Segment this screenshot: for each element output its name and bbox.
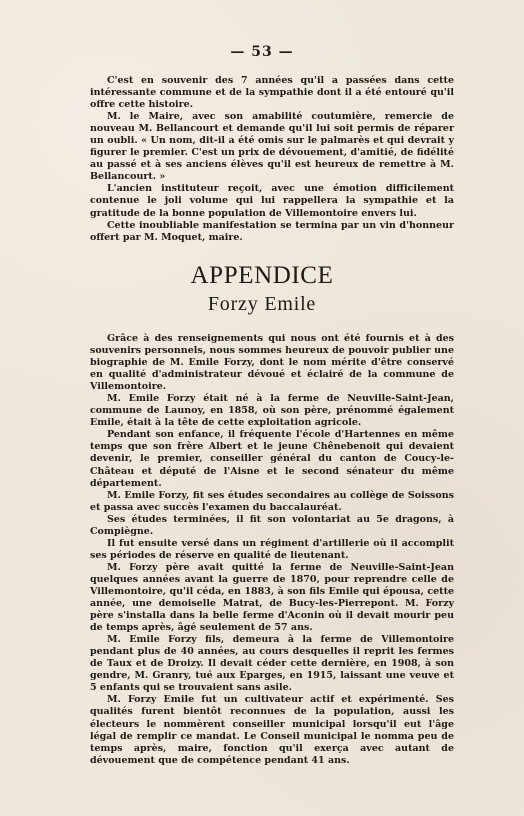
paragraph-biographie-intro: Grâce à des renseignements qui nous ont été fournis et à des souvenirs personnels, nous sommes heureux de pouvoir publier une biographie de M. Emile Forzy, dont le nom mérite d'être conservé en qualité d'administrateur dévoué et éclairé de la commune de Villemontoire. [90, 333, 454, 393]
paragraph-maire-remercie: M. le Maire, avec son amabilité coutumière, remercie de nouveau M. Bellancourt et demande qu'il lui soit permis de réparer un oubli. « Un nom, dit-il a été omis sur le palmarès et qui devrait y figurer le premier. C'est un prix de dévouement, d'amitié, de fidélité au passé et à ses anciens élèves qu'il est heureux de remettre à M. Bellancourt. » [90, 111, 454, 183]
paragraph-maire: M. Forzy Emile fut un cultivateur actif et expérimenté. Ses qualités furent bientôt reconnues de la population, aussi les électeurs le nommèrent conseiller municipal lorsqu'il eut l'âge légal de remplir ce mandat. Le Conseil municipal le nomma peu de temps après, maire, fonction qu'il exerça avec autant de dévouement que de compétence pendant 41 ans. [90, 694, 454, 766]
top-text-block [90, 75, 454, 244]
paragraph-vin-honneur: Cette inoubliable manifestation se termina par un vin d'honneur offert par M. Moquet, maire. [90, 219, 454, 243]
paragraph-ferme-fils: M. Emile Forzy fils, demeura à la ferme de Villemontoire pendant plus de 40 années, au cours desquelles il reprit les fermes de Taux et de Droizy. Il devait céder cette dernière, en 1908, à son gendre, M. Granry, tué aux Eparges, en 1915, laissant une veuve et 5 enfants qui se trouvaient sans asile. [90, 634, 454, 694]
page-number: — 53 — [230, 44, 294, 60]
paragraph-instituteur-recoit: L'ancien instituteur reçoit, avec une émotion difficilement contenue le joli volume qui lui rappellera la sympathie et la gratitude de la bonne population de Villemontoire envers lui. [90, 183, 454, 219]
paragraph-etudes: M. Emile Forzy, fit ses études secondaires au collège de Soissons et passa avec succès l'examen du baccalauréat. [90, 489, 454, 513]
paragraph-ferme-pere: M. Forzy père avait quitté la ferme de Neuville-Saint-Jean quelques années avant la guerre de 1870, pour reprendre celle de Villemontoire, qu'il céda, en 1883, à son fils Emile qui épousa, cette année, une demoiselle Matrat, de Bucy-les-Pierrepont. M. Forzy père s'installa dans la belle ferme d'Aconin où il devait mourir peu de temps après, âgé seulement de 57 ans. [90, 561, 454, 634]
appendix-title: APPENDICE [190, 262, 334, 289]
biography-text-block [90, 333, 454, 767]
paragraph-souvenir: C'est en souvenir des 7 années qu'il a passées dans cette intéressante commune et de la sympathie dont il a été entouré qu'il offre cette histoire. [90, 75, 454, 111]
paragraph-enfance: Pendant son enfance, il fréquente l'école d'Hartennes en même temps que son frère Albert et le jeune Chênebenoit qui devaient devenir, le premier, conseiller général du canton de Coucy-le-Château et député de l'Aisne et le second sénateur du même département. [90, 429, 454, 489]
paragraph-naissance: M. Emile Forzy était né à la ferme de Neuville-Saint-Jean, commune de Launoy, en 1858, où son père, prénommé également Emile, était à la tête de cette exploitation agricole. [90, 393, 454, 429]
paragraph-artillerie: Il fut ensuite versé dans un régiment d'artillerie où il accomplit ses périodes de réserve en qualité de lieutenant. [90, 537, 454, 561]
appendix-subtitle: Forzy Emile [207, 293, 317, 315]
paragraph-volontariat: Ses études terminées, il fit son volontariat au 5e dragons, à Compiègne. [90, 513, 454, 537]
appendix-heading [0, 263, 524, 314]
